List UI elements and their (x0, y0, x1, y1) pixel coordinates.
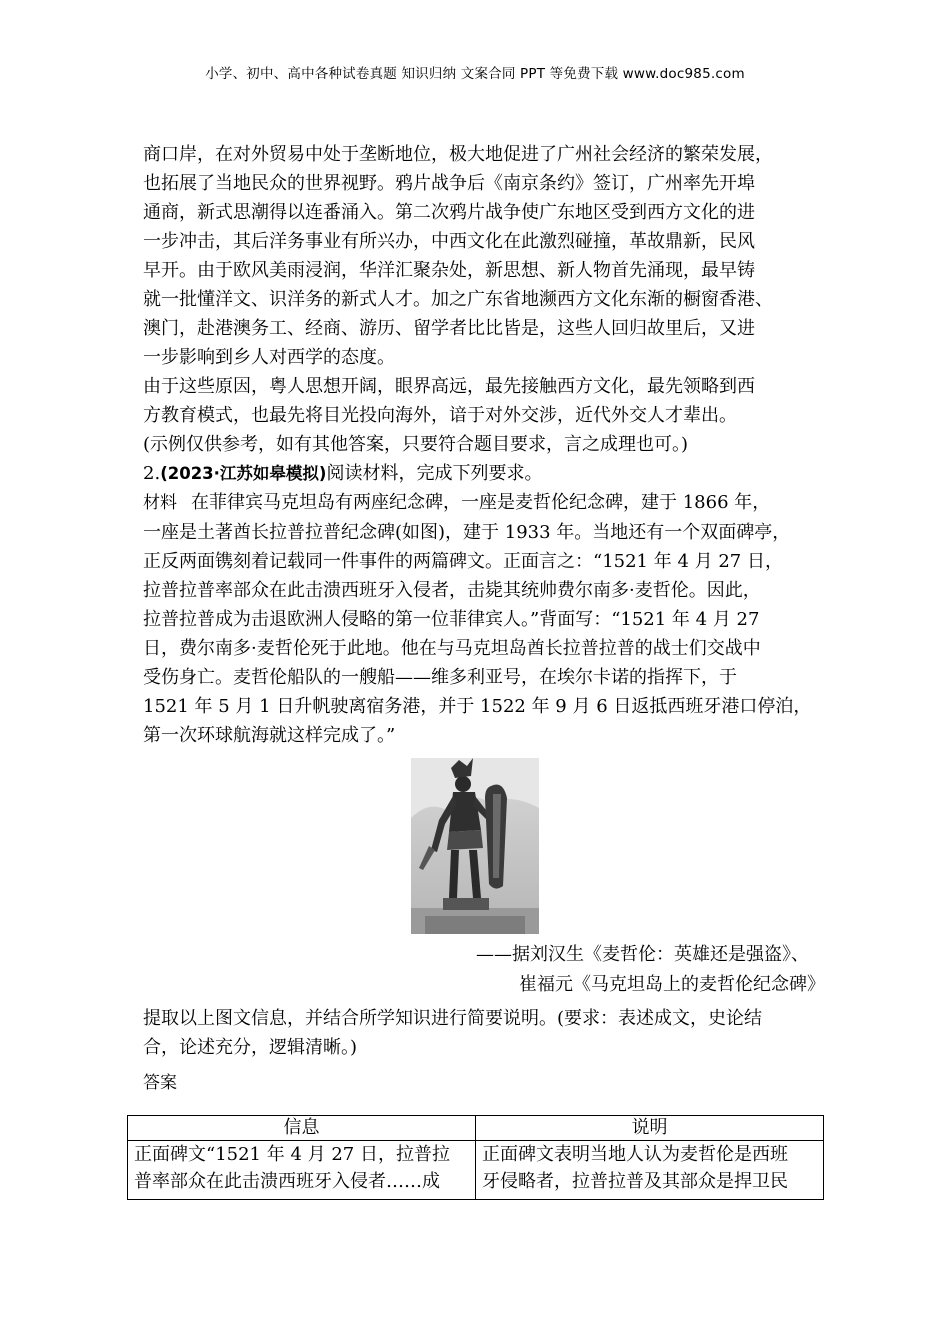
caption-line: ——据刘汉生《麦哲伦：英雄还是强盗》、 (476, 944, 809, 965)
figure-caption (143, 940, 825, 1000)
text-line: 日，费尔南多·麦哲伦死于此地。他在与马克坦岛酋长拉普拉普的战士们交战中 (143, 638, 761, 659)
answer-note: (示例仅供参考，如有其他答案，只要符合题目要求，言之成理也可。) (143, 434, 689, 455)
question-number: 2. (143, 463, 161, 484)
text-line: 受伤身亡。麦哲伦船队的一艘船——维多利亚号，在埃尔卡诺的指挥下，于 (143, 667, 737, 688)
table-header-row (128, 1116, 824, 1141)
requirement-text (143, 1004, 825, 1062)
material-text (143, 488, 825, 750)
text-line: 拉普拉普率部众在此击溃西班牙入侵者，击毙其统帅费尔南多·麦哲伦。因此， (143, 580, 761, 601)
paragraph-2 (143, 372, 825, 430)
question-source: (2023·江苏如皋模拟) (160, 464, 327, 483)
cell-explain (476, 1141, 824, 1200)
page-header: 小学、初中、高中各种试卷真题 知识归纳 文案合同 PPT 等免费下载 www.doc985.com (205, 66, 745, 82)
text-line: 正面碑文“1521 年 4 月 27 日，拉普拉 (134, 1144, 450, 1165)
table-row (128, 1141, 824, 1200)
text-line: 提取以上图文信息，并结合所学知识进行简要说明。(要求：表述成文，史论结 (143, 1008, 763, 1029)
text-line: 由于这些原因，粤人思想开阔，眼界高远，最先接触西方文化，最先领略到西 (143, 376, 755, 397)
text-line: 正面碑文表明当地人认为麦哲伦是西班 (482, 1144, 788, 1165)
text-line: 商口岸，在对外贸易中处于垄断地位，极大地促进了广州社会经济的繁荣发展， (143, 144, 773, 165)
text-line: 第一次环球航海就这样完成了。” (143, 725, 396, 746)
material-label: 材料 (143, 493, 177, 513)
text-line: 通商，新式思潮得以连番涌入。第二次鸦片战争使广东地区受到西方文化的进 (143, 202, 755, 223)
text-line: 就一批懂洋文、识洋务的新式人才。加之广东省地濒西方文化东渐的橱窗香港、 (143, 289, 773, 310)
text-line: 正反两面镌刻着记载同一件事件的两篇碑文。正面言之：“1521 年 4 月 27 日， (143, 551, 783, 572)
text-line: 在菲律宾马克坦岛有两座纪念碑，一座是麦哲伦纪念碑，建于 1866 年， (191, 492, 771, 513)
text-line: 拉普拉普成为击退欧洲人侵略的第一位菲律宾人。”背面写：“1521 年 4 月 27 (143, 609, 760, 630)
text-line: 1521 年 5 月 1 日升帆驶离宿务港，并于 1522 年 9 月 6 日返抵西班牙港口停泊， (143, 696, 812, 717)
text-line: 方教育模式，也最先将目光投向海外，谙于对外交涉，近代外交人才辈出。 (143, 405, 737, 426)
answer-heading: 答案 (143, 1073, 177, 1093)
text-line: 早开。由于欧风美雨浸润，华洋汇聚杂处，新思想、新人物首先涌现，最早铸 (143, 260, 755, 281)
question-prompt: 阅读材料，完成下列要求。 (326, 463, 543, 484)
document-body (143, 140, 825, 1097)
text-line: 合，论述充分，逻辑清晰。) (143, 1037, 358, 1058)
header-explain: 说明 (476, 1116, 824, 1141)
text-line: 牙侵略者，拉普拉普及其部众是捍卫民 (482, 1171, 788, 1192)
question-heading (143, 459, 825, 488)
text-line: 也拓展了当地民众的世界视野。鸦片战争后《南京条约》签订，广州率先开埠 (143, 173, 755, 194)
text-line: 普率部众在此击溃西班牙入侵者……成 (134, 1171, 440, 1192)
header-info: 信息 (128, 1116, 476, 1141)
cell-info (128, 1141, 476, 1200)
text-line: 澳门，赴港澳务工、经商、游历、留学者比比皆是，这些人回归故里后，又进 (143, 318, 755, 339)
text-line: 一步冲击，其后洋务事业有所兴办，中西文化在此激烈碰撞，革故鼎新，民风 (143, 231, 755, 252)
answer-table (127, 1115, 824, 1200)
text-line: 一步影响到乡人对西学的态度。 (143, 347, 395, 368)
text-line: 一座是土著酋长拉普拉普纪念碑(如图)，建于 1933 年。当地还有一个双面碑亭， (143, 522, 791, 543)
paragraph-1 (143, 140, 825, 372)
lapulapu-statue-photo (411, 758, 539, 934)
caption-line: 崔福元《马克坦岛上的麦哲伦纪念碑》 (519, 974, 825, 995)
